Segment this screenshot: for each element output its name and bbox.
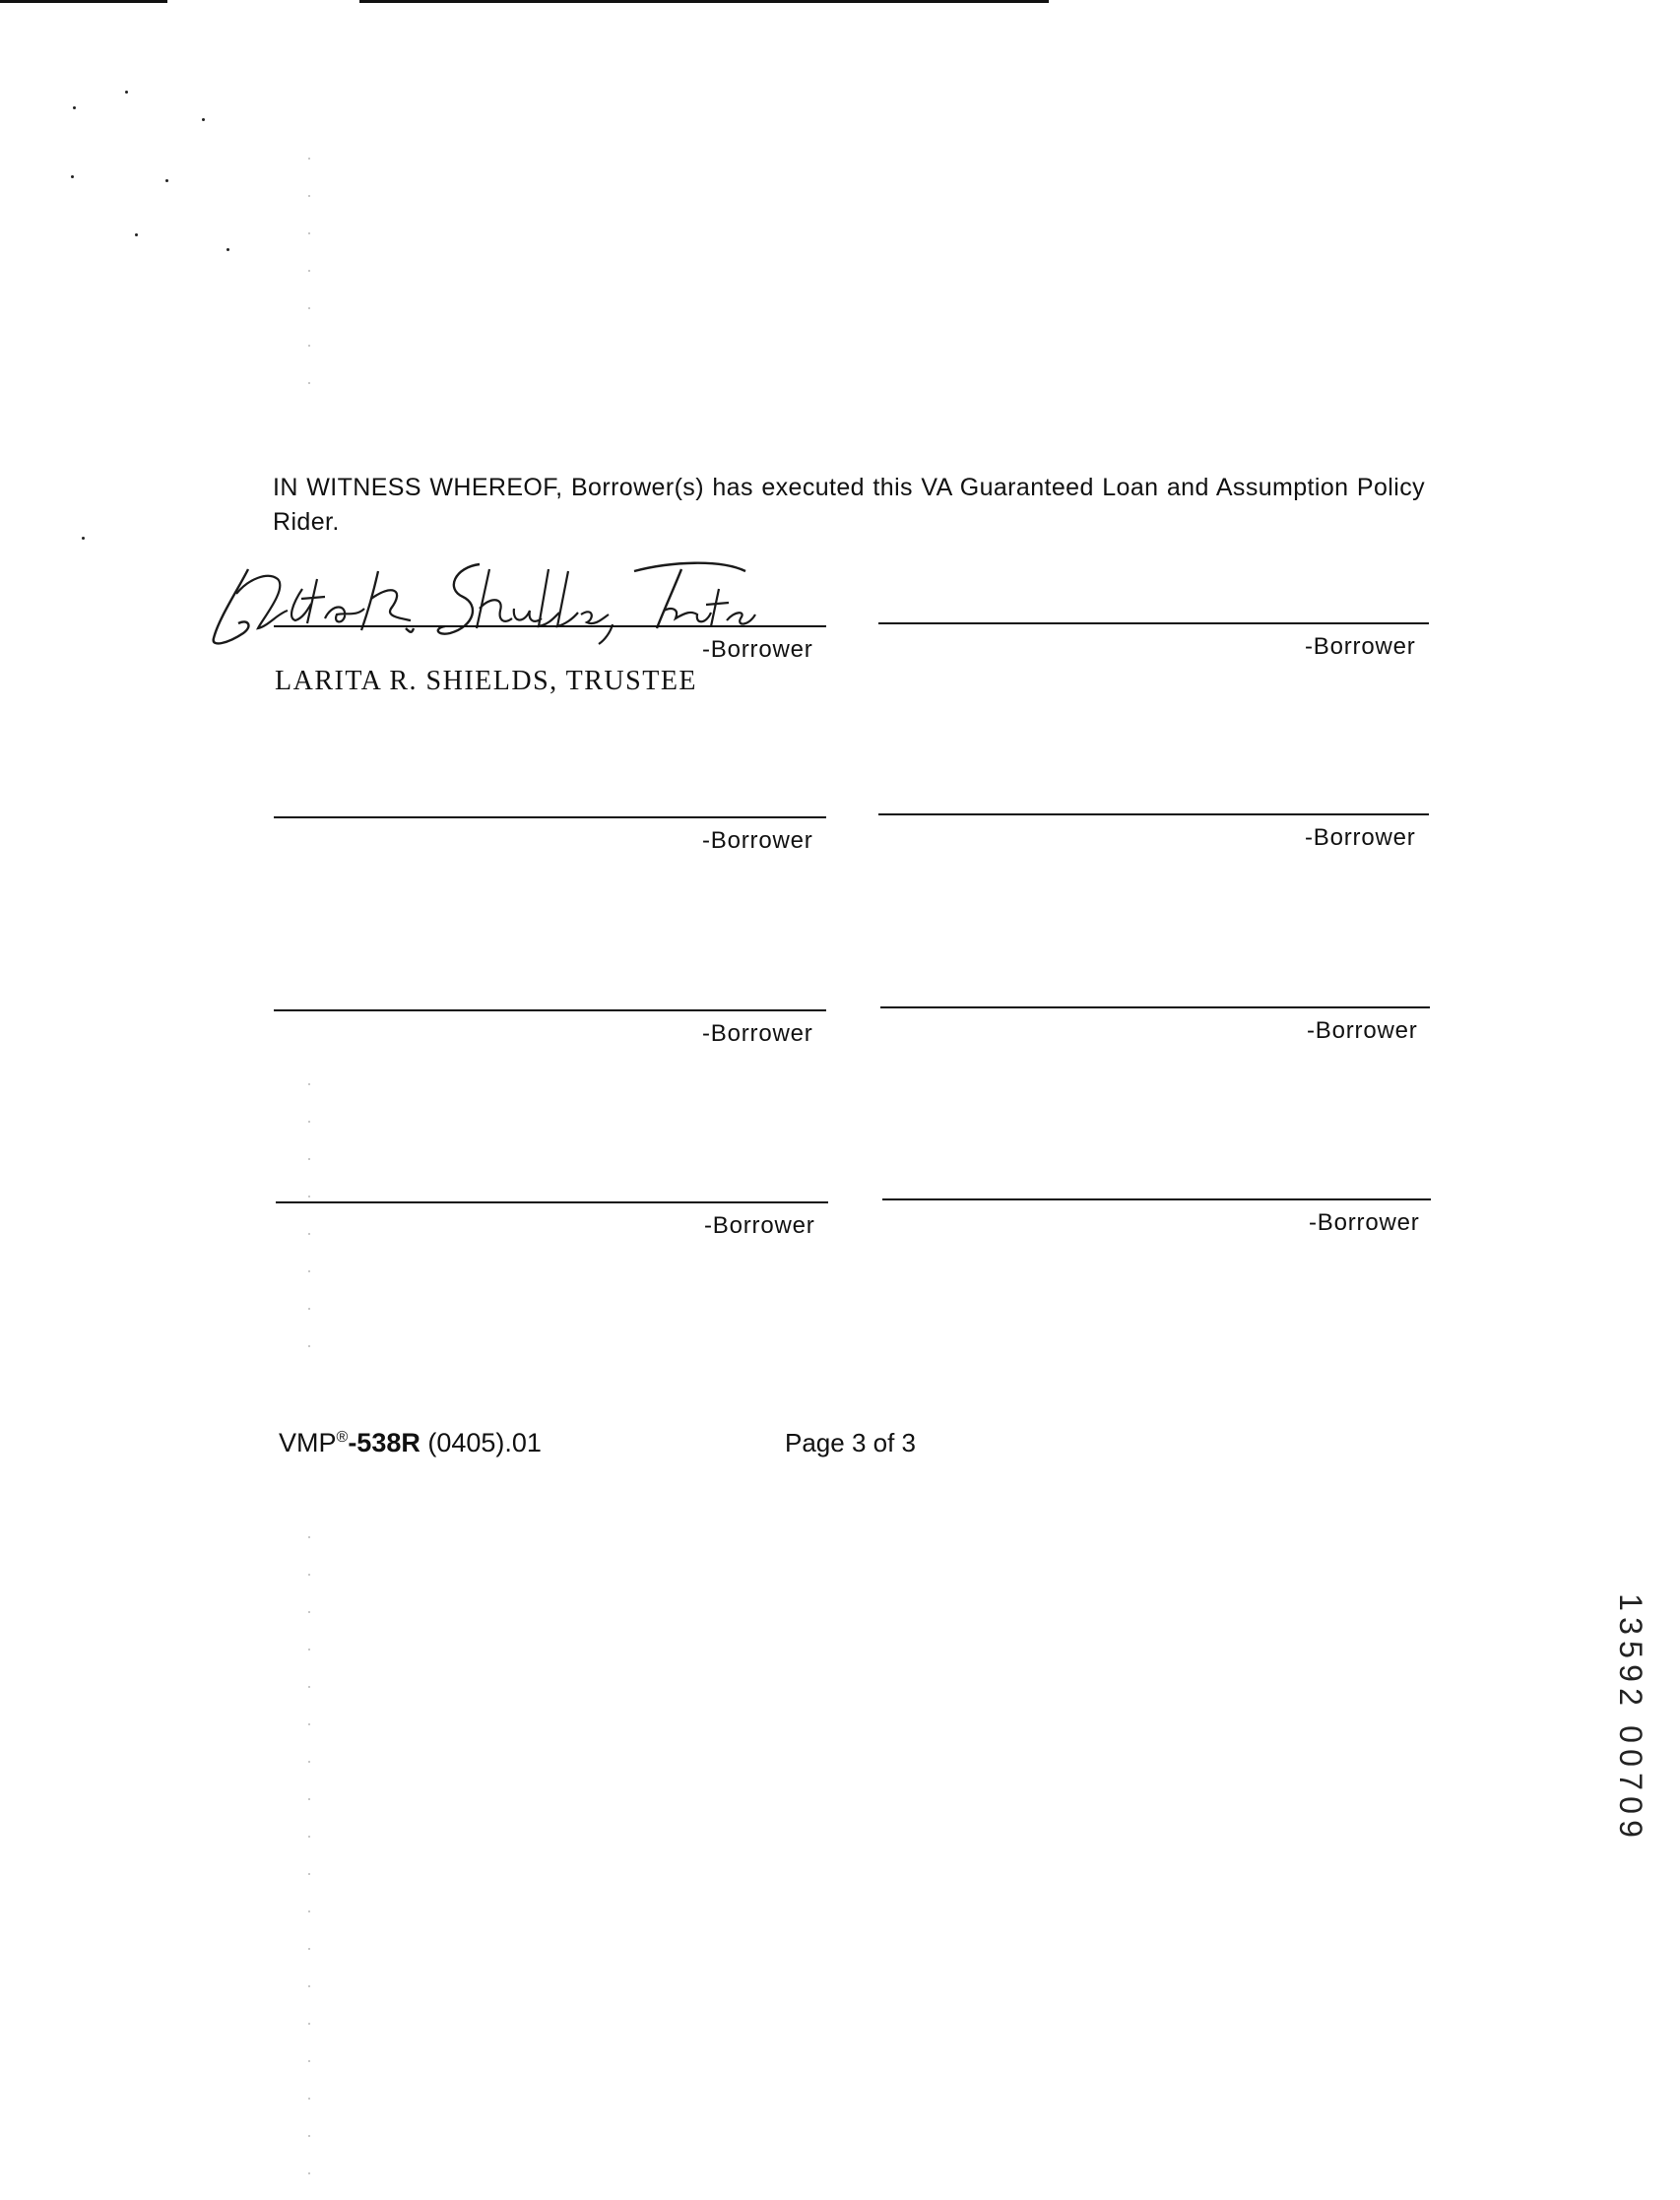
form-prefix: VMP [279, 1428, 337, 1457]
signature-line-3 [274, 816, 826, 818]
scan-edge-line [0, 0, 167, 3]
scan-dots [308, 158, 310, 414]
scan-speck [73, 106, 76, 109]
signature-line-4 [878, 813, 1429, 815]
signature-line-5 [274, 1009, 826, 1011]
stamped-document-number [1611, 1590, 1650, 1841]
form-suffix: (0405).01 [420, 1428, 542, 1457]
signature-line-2 [878, 622, 1429, 624]
scan-dots [308, 1083, 310, 1379]
stamped-number-digit: 0 [1613, 1749, 1648, 1767]
borrower-label-5: -Borrower [702, 1020, 813, 1047]
borrower-label-7: -Borrower [704, 1212, 815, 1239]
borrower-label-6: -Borrower [1307, 1017, 1418, 1044]
borrower-label-3: -Borrower [702, 827, 813, 854]
borrower-label-2: -Borrower [1305, 633, 1416, 660]
stamped-number-digit: 1 [1613, 1593, 1648, 1611]
signature-line-7 [276, 1201, 828, 1203]
page-number: Page 3 of 3 [785, 1428, 916, 1457]
signature-line-6 [880, 1006, 1430, 1008]
scan-speck [125, 91, 128, 94]
stamped-number-digit: 5 [1613, 1641, 1648, 1658]
scan-speck [135, 233, 138, 236]
scan-dots [308, 1536, 310, 2186]
scan-speck [226, 248, 229, 251]
borrower-label-1: -Borrower [702, 636, 813, 663]
scan-speck [202, 118, 205, 121]
registered-mark: ® [336, 1429, 349, 1446]
scan-speck [71, 175, 74, 178]
signer-name: LARITA R. SHIELDS, TRUSTEE [275, 666, 698, 696]
form-code: -538R [348, 1428, 420, 1457]
signature-line-8 [882, 1198, 1431, 1200]
stamped-number-digit: 2 [1613, 1688, 1648, 1706]
scan-edge-line [359, 0, 1049, 3]
borrower-label-4: -Borrower [1305, 824, 1416, 851]
scan-speck [165, 179, 168, 182]
stamped-number-digit: 0 [1613, 1725, 1648, 1743]
stamped-number-digit: 9 [1613, 1820, 1648, 1838]
signature-line-1 [274, 625, 826, 627]
witness-clause: IN WITNESS WHEREOF, Borrower(s) has executed this VA Guaranteed Loan and Assumption Policy Rider. [273, 474, 1425, 536]
stamped-number-digit: 0 [1613, 1796, 1648, 1814]
stamped-number-digit: 3 [1613, 1617, 1648, 1635]
borrower-label-8: -Borrower [1309, 1209, 1420, 1236]
scan-speck [82, 537, 85, 540]
stamped-number-digit: 9 [1613, 1664, 1648, 1682]
handwritten-signature [209, 550, 760, 658]
form-number [279, 1428, 542, 1458]
stamped-number-digit: 7 [1613, 1773, 1648, 1790]
